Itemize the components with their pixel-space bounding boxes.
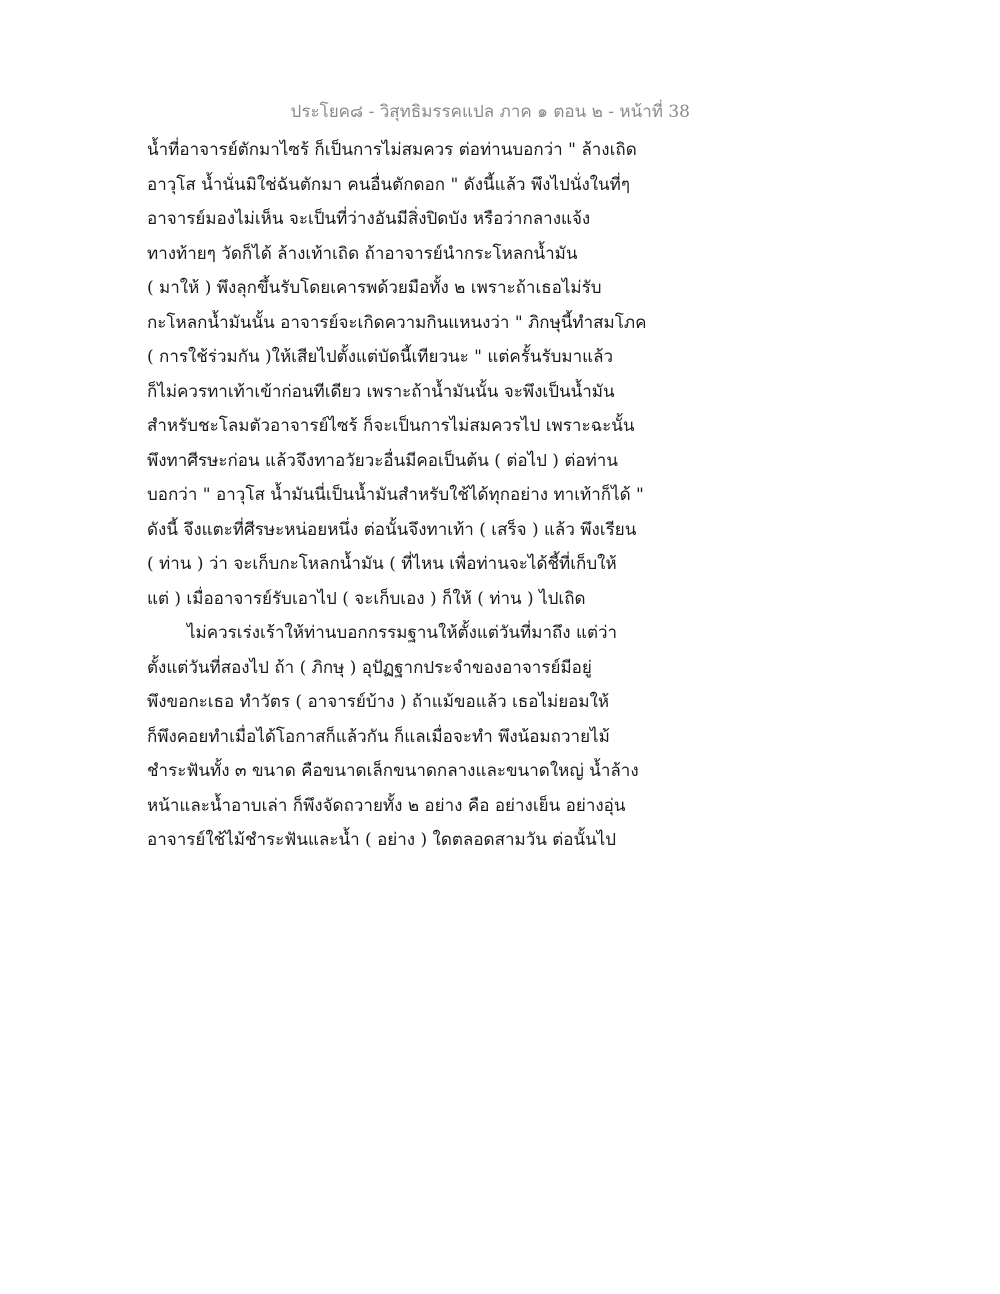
text-line: อาจารย์มองไม่เห็น จะเป็นที่ว่างอันมีสิ่งปิดบัง หรือว่ากลางแจ้ง	[147, 209, 591, 229]
text-line: ทางท้ายๆ วัดก็ได้ ล้างเท้าเถิด ถ้าอาจารย์นำกระโหลกน้ำมัน	[147, 243, 578, 264]
text-line: ( การใช้ร่วมกัน )ให้เสียไปตั้งแต่บัดนี้เทียวนะ " แต่ครั้นรับมาแล้ว	[147, 347, 614, 367]
text-line: พึงขอกะเธอ ทำวัตร ( อาจารย์บ้าง ) ถ้าแม้ขอแล้ว เธอไม่ยอมให้	[147, 692, 610, 712]
text-line: ชำระฟันทั้ง ๓ ขนาด คือขนาดเล็กขนาดกลางและขนาดใหญ่ น้ำล้าง	[147, 761, 639, 781]
text-line: ดังนี้ จึงแตะที่ศีรษะหน่อยหนึ่ง ต่อนั้นจึงทาเท้า ( เสร็จ ) แล้ว พึงเรียน	[147, 519, 637, 540]
text-line: ก็พึงคอยทำเมื่อได้โอกาสก็แล้วกัน ก็แลเมื่อจะทำ พึงน้อมถวายไม้	[147, 726, 610, 747]
text-line: หน้าและน้ำอาบเล่า ก็พึงจัดถวายทั้ง ๒ อย่าง คือ อย่างเย็น อย่างอุ่น	[147, 795, 626, 816]
text-line: ก็ไม่ควรทาเท้าเข้าก่อนทีเดียว เพราะถ้าน้ำมันนั้น จะพึงเป็นน้ำมัน	[147, 381, 615, 402]
text-line: บอกว่า " อาวุโส น้ำมันนี่เป็นน้ำมันสำหรับใช้ได้ทุกอย่าง ทาเท้าก็ได้ "	[147, 485, 644, 505]
text-line: ตั้งแต่วันที่สองไป ถ้า ( ภิกษุ ) อุปัฏฐากประจำของอาจารย์มีอยู่	[147, 657, 592, 678]
text-line: ( มาให้ ) พึงลุกขึ้นรับโดยเคารพด้วยมือทั้ง ๒ เพราะถ้าเธอไม่รับ	[147, 278, 602, 298]
text-line: อาจารย์ใช้ไม้ชำระฟันและน้ำ ( อย่าง ) ใดตลอดสามวัน ต่อนั้นไป	[147, 830, 617, 850]
text-line: ( ท่าน ) ว่า จะเก็บกะโหลกน้ำมัน ( ที่ไหน เพื่อท่านจะได้ชี้ที่เก็บให้	[147, 554, 617, 574]
text-line: กะโหลกน้ำมันนั้น อาจารย์จะเกิดความกินแหนงว่า " ภิกษุนี้ทำสมโภค	[147, 312, 647, 333]
text-line: อาวุโส น้ำนั่นมิใช่ฉันตักมา คนอื่นตักดอก " ดังนี้แล้ว พึงไปนั่งในที่ๆ	[147, 174, 630, 195]
text-line: แต่ ) เมื่ออาจารย์รับเอาไป ( จะเก็บเอง ) ก็ให้ ( ท่าน ) ไปเถิด	[147, 588, 586, 609]
body-text	[147, 133, 667, 858]
text-line: น้ำที่อาจารย์ตักมาไซร้ ก็เป็นการไม่สมควร ต่อท่านบอกว่า " ล้างเถิด	[147, 140, 637, 160]
text-line: พึงทาศีรษะก่อน แล้วจึงทาอวัยวะอื่นมีคอเป็นต้น ( ต่อไป ) ต่อท่าน	[147, 450, 618, 471]
text-line: สำหรับชะโลมตัวอาจารย์ไซร้ ก็จะเป็นการไม่สมควรไป เพราะฉะนั้น	[147, 416, 635, 436]
paragraph-start-line: ไม่ควรเร่งเร้าให้ท่านบอกกรรมฐานให้ตั้งแต่วันที่มาถึง แต่ว่า	[187, 623, 618, 643]
page-header: ประโยค๘ - วิสุทธิมรรคแปล ภาค ๑ ตอน ๒ - หน้าที่ 38	[290, 102, 690, 122]
